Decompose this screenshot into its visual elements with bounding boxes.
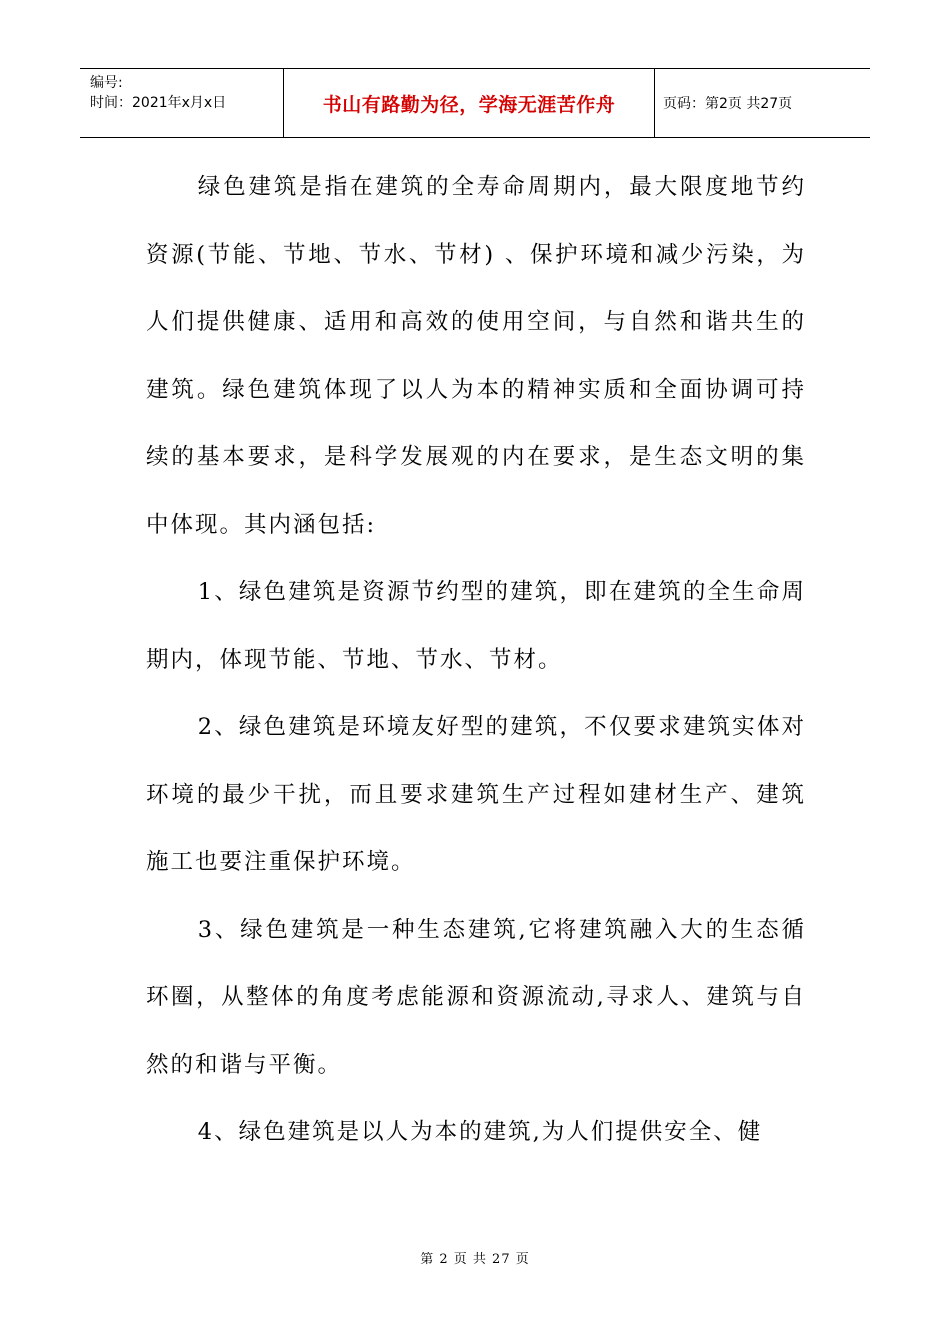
header-meta [80, 69, 283, 137]
document-time-label: 时间：2021年x月x日 [90, 95, 227, 111]
paragraph-intro: 绿色建筑是指在建筑的全寿命周期内，最大限度地节约资源(节能、节地、节水、节材) 、保护环境和减少污染，为人们提供健康、适用和高效的使用空间，与自然和谐共生的建筑。绿色建筑体现了以人为本的精神实质和全面协调可持续的基本要求，是科学发展观的内在要求，是生态文明的集中体现。其内涵包括: [146, 174, 806, 538]
document-number-label: 编号: [90, 75, 123, 91]
paragraph-point-3: 3、绿色建筑是一种生态建筑,它将建筑融入大的生态循环圈，从整体的角度考虑能源和资源流动,寻求人、建筑与自然的和谐与平衡。 [146, 916, 806, 1078]
paragraph-point-2: 2、绿色建筑是环境友好型的建筑，不仅要求建筑实体对环境的最少干扰，而且要求建筑生产过程如建材生产、建筑施工也要注重保护环境。 [146, 714, 806, 875]
page-footer: 第 2 页 共 27 页 [420, 1252, 530, 1267]
document-body [146, 154, 806, 1167]
header-page-code: 页码：第2页 共27页 [663, 96, 793, 112]
paragraph-point-4: 4、绿色建筑是以人为本的建筑,为人们提供安全、健 [197, 1119, 763, 1145]
header-motto: 书山有路勤为径，学海无涯苦作舟 [283, 69, 655, 137]
paragraph-point-1: 1、绿色建筑是资源节约型的建筑，即在建筑的全生命周期内，体现节能、节地、节水、节材。 [146, 579, 806, 673]
page-header [80, 68, 870, 138]
